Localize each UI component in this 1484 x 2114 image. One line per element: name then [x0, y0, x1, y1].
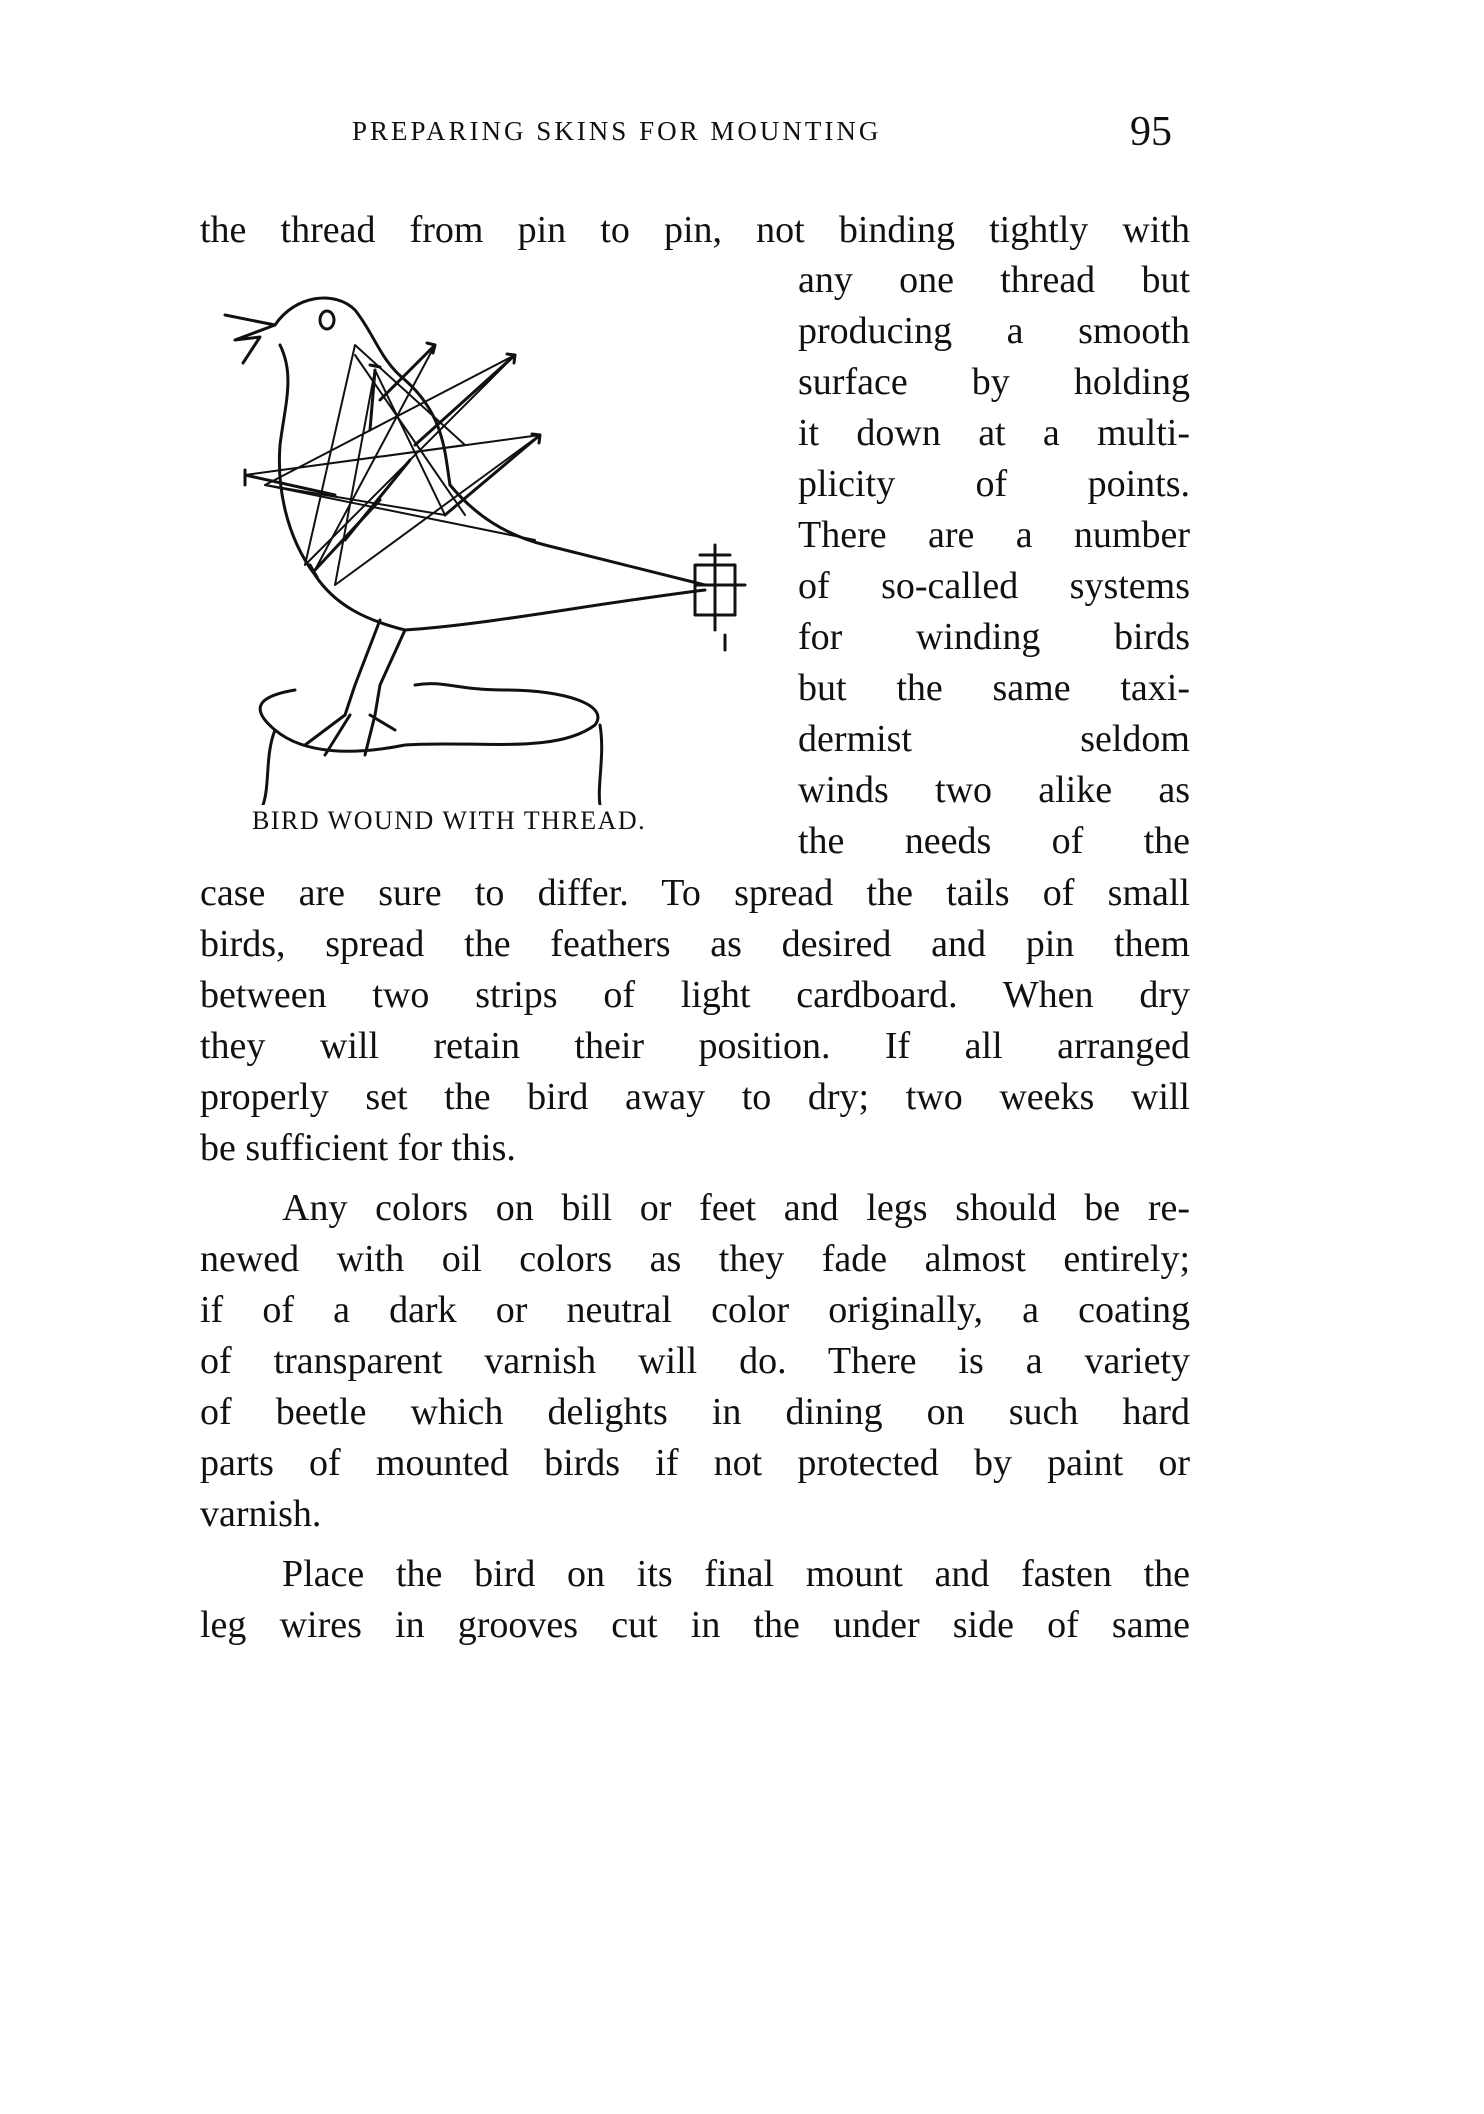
text-line: plicity of points.	[798, 463, 1190, 505]
text-line: it down at a multi-	[798, 412, 1190, 454]
text-line: for winding birds	[798, 616, 1190, 658]
text-line: any one thread but	[798, 259, 1190, 301]
text-line: of beetle which delights in dining on such hard	[200, 1391, 1190, 1433]
text-line: be sufficient for this.	[200, 1127, 516, 1169]
text-line: producing a smooth	[798, 310, 1190, 352]
running-header	[0, 108, 1484, 168]
page-number: 95	[1130, 109, 1172, 155]
text-line: newed with oil colors as they fade almost entirely;	[200, 1238, 1190, 1280]
text-line: of transparent varnish will do. There is a variety	[200, 1340, 1190, 1382]
bird-illustration	[205, 285, 795, 805]
text-line: There are a number	[798, 514, 1190, 556]
text-line: the needs of the	[798, 820, 1190, 862]
text-line: winds two alike as	[798, 769, 1190, 811]
text-line: if of a dark or neutral color originally, a coating	[200, 1289, 1190, 1331]
text-line: birds, spread the feathers as desired and pin them	[200, 923, 1190, 965]
figure-caption: BIRD WOUND WITH THREAD.	[252, 806, 647, 835]
text-line: case are sure to differ. To spread the tails of small	[200, 872, 1190, 914]
text-line: Any colors on bill or feet and legs should be re-	[282, 1187, 1190, 1229]
text-line: Place the bird on its final mount and fasten the	[282, 1553, 1190, 1595]
text-line: dermist seldom	[798, 718, 1190, 760]
text-line: properly set the bird away to dry; two weeks will	[200, 1076, 1190, 1118]
text-line: varnish.	[200, 1493, 322, 1535]
text-line: the thread from pin to pin, not binding tightly with	[200, 209, 1190, 251]
text-line: of so-called systems	[798, 565, 1190, 607]
text-line: surface by holding	[798, 361, 1190, 403]
text-line: they will retain their position. If all arranged	[200, 1025, 1190, 1067]
text-line: but the same taxi-	[798, 667, 1190, 709]
text-line: leg wires in grooves cut in the under side of same	[200, 1604, 1190, 1646]
text-line: between two strips of light cardboard. When dry	[200, 974, 1190, 1016]
text-line: parts of mounted birds if not protected by paint or	[200, 1442, 1190, 1484]
running-title: PREPARING SKINS FOR MOUNTING	[352, 116, 882, 146]
